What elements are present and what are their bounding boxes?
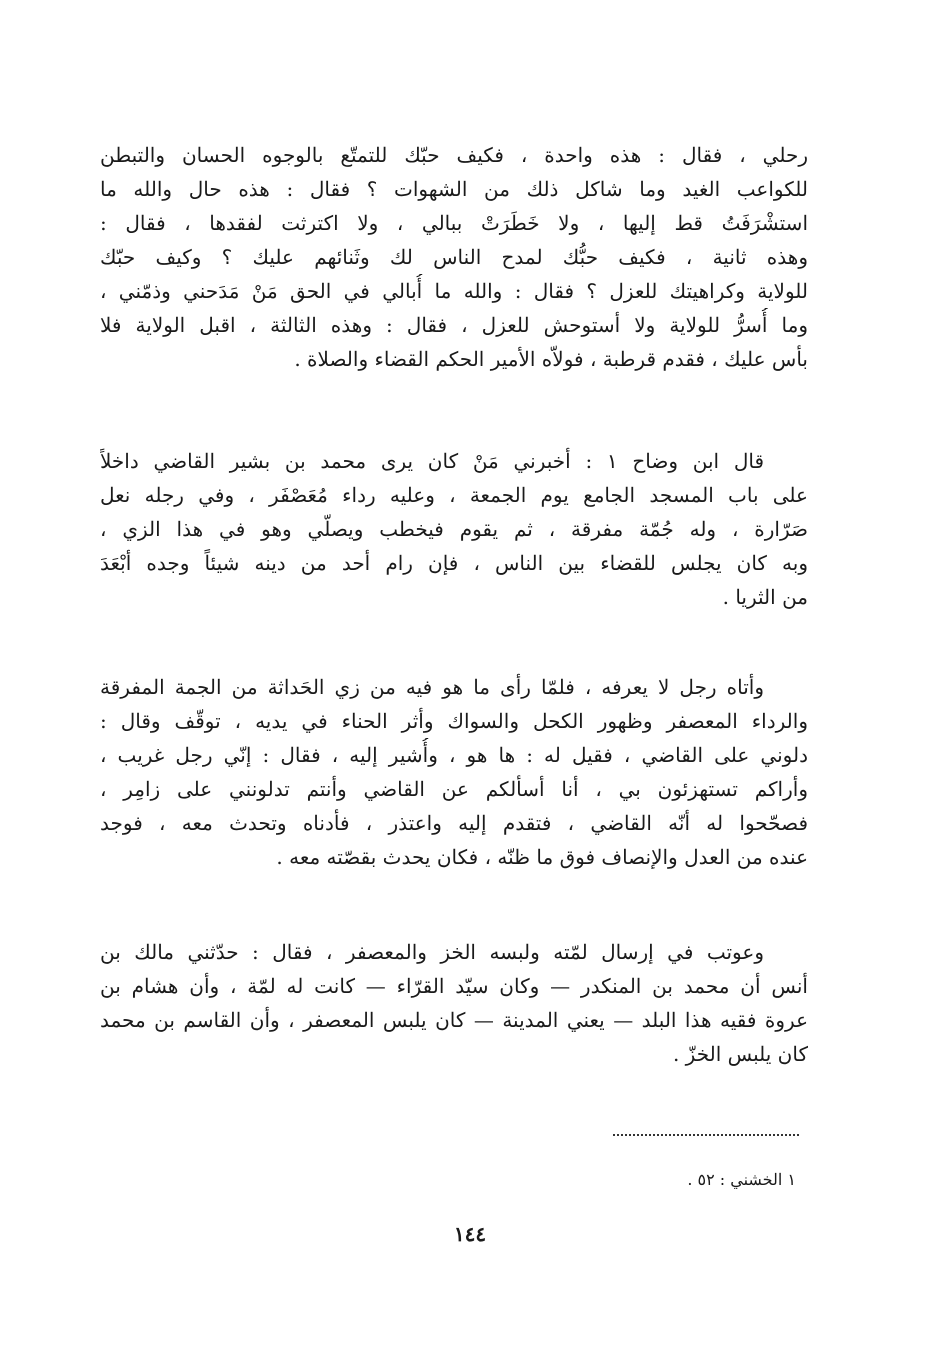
text-line: قال ابن وضاح ١ : أخبرني مَنْ كان يرى محمد بن بشير القاضي داخلاً bbox=[100, 449, 764, 473]
text-line: رحلي ، فقال : هذه واحدة ، فكيف حبّك للتمتّع بالوجوه الحسان والتبطن bbox=[100, 143, 808, 167]
page-number: ١٤٤ bbox=[453, 1222, 487, 1246]
text-line: وأتاه رجل لا يعرفه ، فلمّا رأى ما هو فيه من زي الحَداثة من الجمة المفرقة bbox=[100, 675, 764, 699]
text-line: على باب المسجد الجامع يوم الجمعة ، وعليه رداء مُعَصْفَر ، وفي رجله نعل bbox=[100, 483, 808, 507]
text-line: دلوني على القاضي ، فقيل له : ها هو ، وأُشير إليه ، فقال : إنّي رجل غريب ، bbox=[100, 743, 808, 767]
text-line: فصحّحوا له أنّه القاضي ، فتقدم إليه واعتذر ، فأدناه وتحدث معه ، فوجد bbox=[100, 811, 808, 835]
footnote: ١ الخشني : ٥٢ . bbox=[687, 1170, 796, 1189]
text-line: وهذه ثانية ، فكيف حبُّك لمدح الناس لك وثَنائهم عليك ؟ وكيف حبّك bbox=[100, 245, 808, 269]
text-line: وما أُسرُّ للولاية ولا أستوحش للعزل ، فقال : وهذه الثالثة ، اقبل الولاية فلا bbox=[100, 313, 808, 337]
text-line: أنس أن محمد بن المنكدر — وكان سيّد القرّاء — كانت له لمّة ، وأن هشام بن bbox=[100, 974, 808, 998]
text-line: كان يلبس الخزّ . bbox=[672, 1042, 808, 1066]
text-line: وبه كان يجلس للقضاء بين الناس ، فإن رام أحد من دينه شيئاً وجده أبْعَدَ bbox=[100, 551, 808, 575]
text-line: للولاية وكراهيتك للعزل ؟ فقال : والله ما أُبالي في الحق مَنْ مَدَحني وذمّني ، bbox=[100, 279, 808, 303]
text-line: للكواعب الغيد وما شاكل ذلك من الشهوات ؟ فقال : هذه حال والله ما bbox=[100, 177, 808, 201]
text-line: والرداء المعصفر وظهور الكحل والسواك وأثر الحناء في يديه ، توقّف وقال : bbox=[100, 709, 808, 733]
text-line: عروة فقيه هذا البلد — يعني المدينة — كان يلبس المعصفر ، وأن القاسم بن محمد bbox=[100, 1008, 808, 1032]
text-line: وأراكم تستهزئون بي ، أنا أسألكم عن القاضي وأنتم تدلونني على زامِر ، bbox=[100, 777, 808, 801]
text-line: بأس عليك ، فقدم قرطبة ، فولاّه الأمير الحكم القضاء والصلاة . bbox=[294, 347, 808, 371]
text-line: من الثريا . bbox=[722, 585, 808, 609]
footnote-divider bbox=[613, 1134, 799, 1136]
text-line: صَرّارة ، وله جُمّة مفرقة ، ثم يقوم فيخطب ويصلّي وهو في هذا الزي ، bbox=[100, 517, 808, 541]
paragraph-1 bbox=[100, 138, 808, 376]
text-line: عنده من العدل والإنصاف فوق ما ظنّه ، فكان يحدث بقصّته معه . bbox=[276, 845, 808, 869]
paragraph-4 bbox=[100, 935, 808, 1071]
text-line: استشْرَفَتُ قط إليها ، ولا خَطَرَتْ ببالي ، ولا اكترثت لفقدها ، فقال : bbox=[100, 211, 808, 235]
paragraph-2 bbox=[100, 444, 808, 614]
paragraph-3 bbox=[100, 670, 808, 874]
text-line: وعوتب في إرسال لمّته ولبسه الخز والمعصفر ، فقال : حدّثني مالك بن bbox=[100, 940, 764, 964]
